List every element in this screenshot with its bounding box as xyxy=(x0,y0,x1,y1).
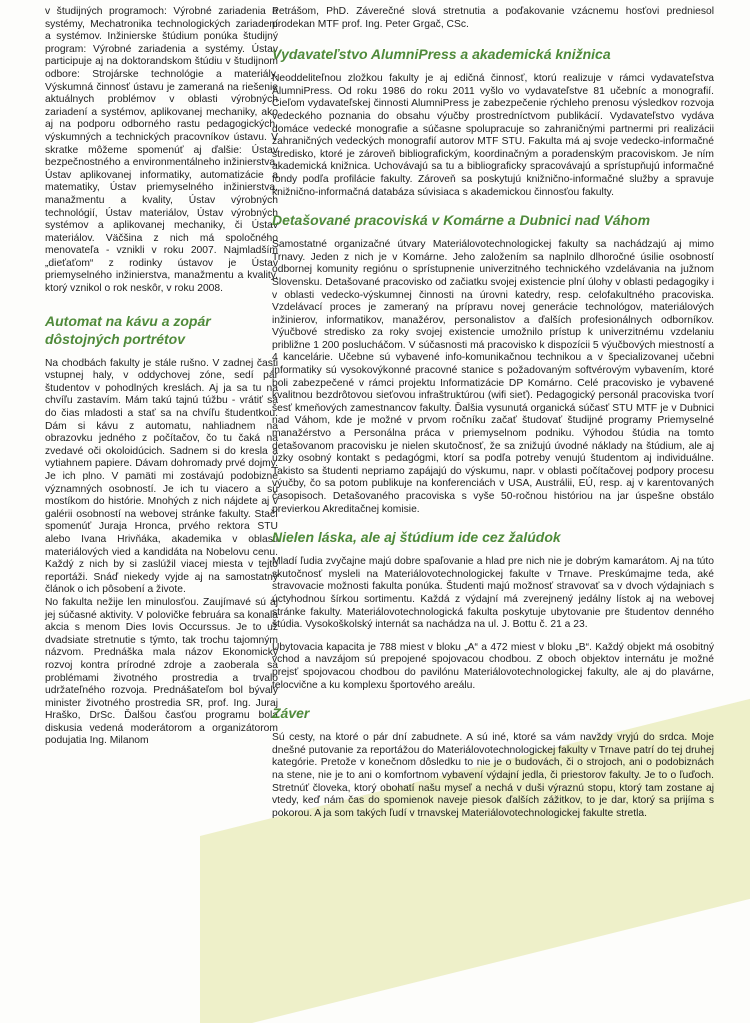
right-paragraph-intro: Petrášom, PhD. Záverečné slová stretnutia a poďakovanie vzácnemu hosťovi predniesol prodekan MTF prof. Ing. Peter Grgač, CSc. xyxy=(272,6,714,30)
left-paragraph-institutes: v študijných programoch: Výrobné zariadenia a systémy, Mechatronika technologických zariadení a systémov. Inžinierske štúdium ponúka študijný program: Výrobné zariadenia a systémy. Ústav participuje aj na doktorandskom štúdiu v študijnom odbore: Strojárske technológie a materiály. Výskumná činnosť ústavu je zameraná na riešenie aktuálnych problémov v oblasti výrobných zariadení a systémov, aplikovanej mechaniky, ako aj na podporu odborného rastu pedagogických, výskumných a technických pracovníkov ústavu. V skratke môžeme spomenúť aj ďalšie: Ústav bezpečnostného a environmentálneho inžinierstva, Ústav aplikovanej informatiky, automatizácie a matematiky, Ústav priemyselného inžinierstva, manažmentu a kvality, Ústav výrobných technológií, Ústav materiálov, Ústav výrobných systémov a aplikovanej mechaniky, či Ústav materiálov. Väčšina z nich má spoločného menovateľa - vznikli v roku 2007. Najmladším „dieťaťom“ z rodinky ústavov je Ústav priemyselného inžinierstva, manažmentu a kvality, ktorý vznikol o rok neskôr, v roku 2008. xyxy=(45,6,278,295)
heading-zaver: Záver xyxy=(272,705,310,722)
right-column xyxy=(272,6,714,820)
heading-detasovane: Detašované pracoviská v Komárne a Dubnici nad Váhom xyxy=(272,212,651,229)
paragraph-stravovanie: Mladí ľudia zvyčajne majú dobre spaľovanie a hlad pre nich nie je dobrým kamarátom. Aj na túto skutočnosť mysleli na Materiálovotechnologickej fakulte v Trnave. Preskúmajme teda, aké stravovacie možnosti fakulta ponúka. Študenti majú možnosť stravovať sa v dvoch výdajniach s úctyhodnou šírkou sortimentu. Každá z výdajní má zverejnený jedálny lístok aj na webovej stránke fakulty. Materiálovotechnologická fakulta poskytuje ubytovanie pre študentov denného štúdia. Vysokoškolský internát sa nachádza na ul. J. Bottu č. 21 a 23. xyxy=(272,556,714,631)
paragraph-gap xyxy=(272,632,714,642)
heading-laska: Nielen láska, ale aj štúdium ide cez žalúdok xyxy=(272,529,561,546)
left-column xyxy=(45,6,278,748)
paragraph-ubytovanie: Ubytovacia kapacita je 788 miest v bloku „A“ a 472 miest v bloku „B“. Každý objekt má osobitný vchod a navzájom sú prepojené spojovacou chodbou. Z oboch objektov internátu je možné prejsť spojovacou chodbou do pavilónu Materiálovotechnologickej fakulty, ale aj do plavárne, telocvične a ku komplexu športového areálu. xyxy=(272,641,714,691)
paragraph-detasovane: Samostatné organizačné útvary Materiálovotechnologickej fakulty sa nachádzajú aj mimo Trnavy. Jeden z nich je v Komárne. Jeho založením sa naplnilo dlhoročné úsilie osobností odbornej komunity regiónu o sprístupnenie univerzitného technického vzdelávania na južnom Slovensku. Detašované pracovisko od začiatku svojej existencie plní úlohy v oblasti pedagogiky i v oblasti vedecko-výskumnej činnosti na úrovni katedry, resp. celofakultného pracoviska. Vzdelávací proces je zameraný na prípravu novej generácie technológov, materiálových inžinierov, informatikov, manažérov, personalistov a ďalších profesionálnych odborníkov. Výučbové stredisko za roky svojej existencie umožnilo prístup k univerzitnému vzdelaniu približne 1 200 poslucháčom. V súčasnosti má pracovisko k dispozícii 5 výučbových miestností a 4 kancelárie. Učebne sú vybavené info-komunikačnou technikou a v špecializovanej učebni informatiky sú vysokovýkonné pracovné stanice s požadovaným softvérovým vybavením, ktoré boli zabezpečené v rámci projektu Informatizácie DP Komárno. Celé pracovisko je vybavené kvalitnou bezdrôtovou sieťovou infraštruktúrou (wifi sieť). Pedagogický personál pracoviska tvorí šesť kmeňových zamestnancov fakulty. Ďalšia vysunutá organická súčasť STU MTF je v Dubnici nad Váhom, kde je možné v prvom ročníku začať študovať študijné programy Priemyselné manažérstvo a Personálna práca v priemyselnom podniku. Výhodou štúdia na tomto detašovanom pracovisku je nielen skutočnosť, že sa znižujú úvodné náklady na štúdium, ale aj úzky osobný kontakt s pedagógmi, ktorí sa podľa potreby venujú študentom aj individuálne. Takisto sa študenti nepriamo zapájajú do výskumu, napr. v oblasti počítačovej podpory procesu výučby, čo sa potom publikuje na konferenciách v USA, Austrálii, EÚ, resp. aj v karentovaných časopisoch. Detašovaného pracoviska s vyše 50-ročnou históriou na jar úspešne obstálo previerkou Akreditačnej komisie. xyxy=(272,239,714,515)
heading-automat: Automat na kávu a zopár dôstojných portrétov xyxy=(45,312,211,347)
paragraph-alumnipress: Neoddeliteľnou zložkou fakulty je aj edičná činnosť, ktorú realizuje v rámci vydavateľstva AlumniPress. Od roku 1986 do roku 2011 vyšlo vo vydavateľstve 81 učebníc a monografií. Cieľom vydavateľskej činnosti AlumniPress je zabezpečenie rýchleho prenosu výsledkov rozvoja vedeckého poznania do obsahu výučby prostredníctvom publikácií. Vydavateľstvo vydáva domáce vedecké monografie a súčasne spolupracuje so zahraničnými partnermi pri realizácii zahraničných vedeckých monografií autorov MTF STU. Fakulta má aj svoje vedecko-informačné stredisko, ktoré je zároveň bibliografickým, koordinačným a poradenským pracoviskom. Je ním akademická knižnica. Uchovávajú sa tu a bibliograficky spracovávajú a sprístupňujú informačné fondy podľa profilácie fakulty. Zároveň sa poskytujú knižnično-informačné služby a spravuje knižnično-informačná databáza súvisiaca s akademickou činnosťou fakulty. xyxy=(272,73,714,198)
heading-alumnipress: Vydavateľstvo AlumniPress a akademická knižnica xyxy=(272,46,611,63)
paragraph-zaver: Sú cesty, na ktoré o pár dní zabudnete. A sú iné, ktoré sa vám navždy vryjú do srdca. Moje dnešné putovanie za reportážou do Materiálovotechnologickej fakulty v Trnave patrí do tej druhej kategórie. Pretože v konečnom dôsledku to nie je o budovách, či o strojoch, ani o podobiznách na stene, nie je to ani o komfortnom vybavení výdajní jedla, či priestorov fakulty. Je to o ľuďoch. Stretnúť človeka, ktorý obohatí našu myseľ a nechá v duši výraznú stopu, ktorý tam zostane aj vtedy, keď nám čas do spomienok naveje piesok ďalších zážitkov, to je dar, ktorý sa prijíma s pokorou. A ja som takých ľudí v trnavskej Materiálovotechnologickej fakulte stretla. xyxy=(272,732,714,819)
left-paragraph-corridors: Na chodbách fakulty je stále rušno. V zadnej časti vstupnej haly, v oddychovej zóne, sedí pár študentov v pohodlných kreslách. Aj ja sa tu na chvíľu zastavím. Mám takú tajnú túžbu - vrátiť sa do čias mladosti a stať sa na chvíľu študentkou. Dám si kávu z automatu, nahliadnem na obrazovku jedného z počítačov, čo tu čaká na zvedavé oči okoloidúcich. Sadnem si do kresla a vytiahnem papiere. Dávam dohromady prvé dojmy. Je ich plno. V pamäti mi zostávajú podobizne významných osobností. Je ich tu viacero a sú mostíkom do histórie. Mnohých z nich nájdete aj v galérii osobností na webovej stránke fakulty. Stačí spomenúť Juraja Hronca, prvého rektora STU alebo Ivana Hrivňáka, akademika v oblasti materiálových vied a kandidáta na Nobelovu cenu. Každý z nich by si zaslúžil viacej miesta v tejto reportáži. Snáď niekedy vyjde aj na samostatný článok o ich pôsobení a živote. xyxy=(45,357,278,596)
left-paragraph-activities: No fakulta nežije len minulosťou. Zaujímavé sú aj jej súčasné aktivity. V polovičke februára sa konala akcia s menom Dies Iovis Occurssus. Je to už dvadsiate stretnutie s týmto, tak trochu tajomným názvom. Prednáška mala názov Ekonomický rozvoj kontra prírodné zdroje a zaoberala sa problémami životného prostredia a trvalo udržateľného rozvoja. Prednášateľom bol bývalý minister životného prostredia SR, prof. Ing. Juraj Hraško, DrSc. Ďalšou časťou programu bola diskusia vedená moderátorom a organizátorom podujatia Ing. Milanom xyxy=(45,596,278,747)
